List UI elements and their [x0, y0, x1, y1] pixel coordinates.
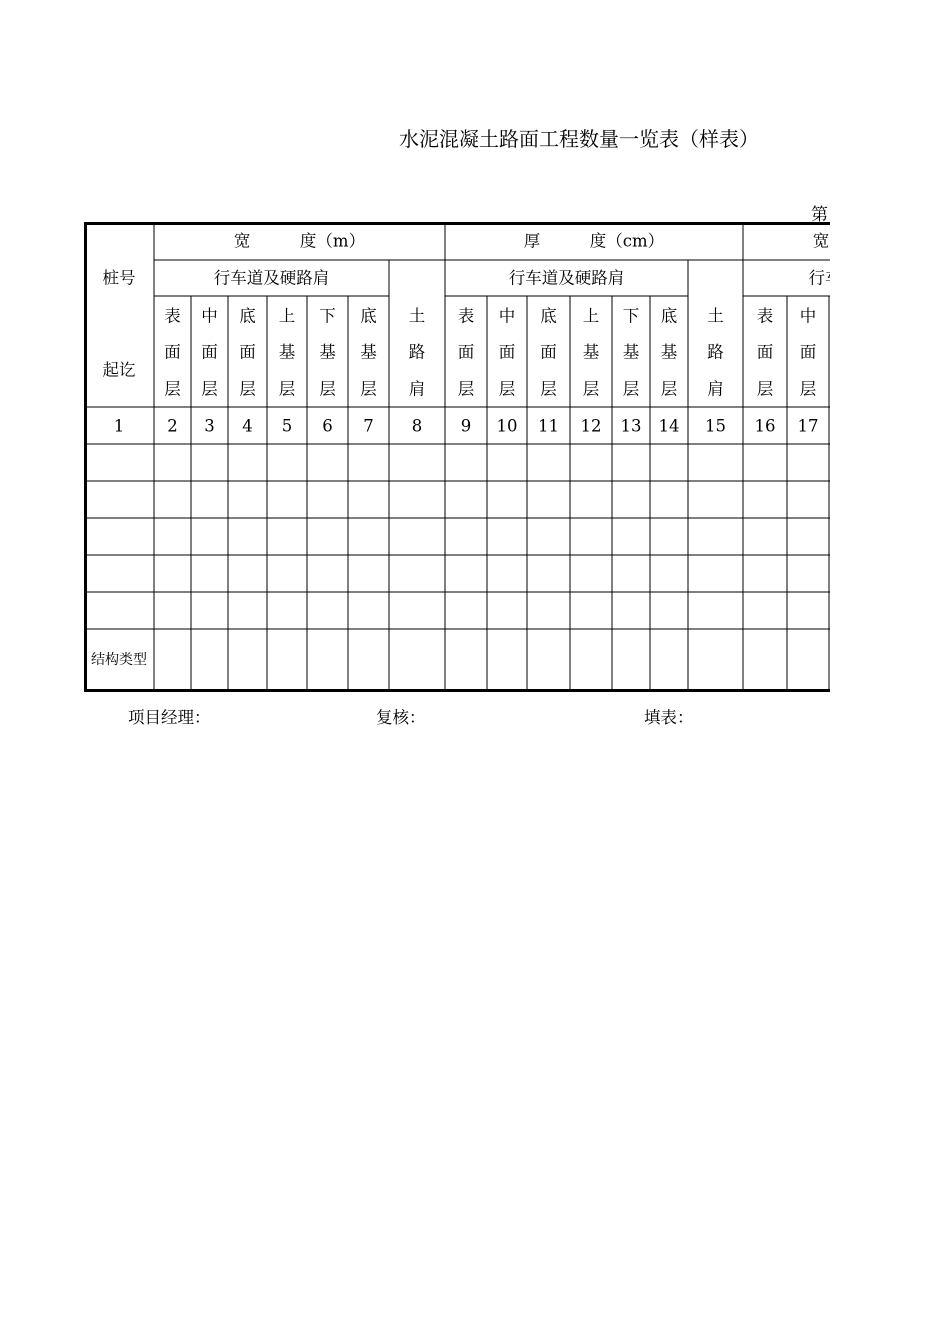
layer-header: 层	[540, 379, 557, 399]
shoulder-header: 土	[707, 306, 724, 326]
width-group-header-2: 宽	[812, 231, 830, 251]
column-number: 8	[411, 416, 423, 436]
layer-header: 面	[239, 342, 256, 362]
column-number: 2	[167, 416, 178, 436]
layer-header: 面	[164, 342, 181, 362]
layer-header: 层	[278, 379, 296, 399]
layer-header: 面	[498, 342, 516, 362]
layer-header: 表	[457, 306, 475, 326]
layer-header: 上	[582, 306, 600, 326]
layer-header: 层	[799, 379, 817, 399]
footer-preparer: 填表：	[644, 708, 694, 727]
column-number: 3	[204, 416, 215, 436]
footer-project-manager: 项目经理：	[128, 708, 211, 727]
layer-header: 基	[278, 342, 296, 362]
page-number-label: 第	[811, 205, 828, 225]
layer-header: 底	[239, 306, 256, 326]
column-number: 4	[242, 416, 253, 436]
range-label: 起讫	[102, 360, 136, 380]
layer-header: 中	[498, 306, 516, 326]
footer-reviewer: 复核：	[376, 708, 426, 727]
layer-header: 底	[540, 306, 557, 326]
column-number: 11	[538, 416, 559, 436]
layer-header: 表	[164, 306, 181, 326]
table-grid	[84, 222, 842, 692]
layer-header: 层	[164, 379, 181, 399]
column-number: 15	[705, 416, 726, 436]
stake-label: 桩号	[102, 268, 136, 288]
width-group-header: 宽 度（m）	[233, 231, 366, 251]
column-number: 16	[754, 416, 776, 436]
layer-header: 中	[799, 306, 817, 326]
column-number: 10	[496, 416, 518, 436]
roadway-subheader: 行车道及硬路肩	[508, 268, 625, 288]
column-number: 6	[322, 416, 333, 436]
layer-header: 面	[540, 342, 557, 362]
shoulder-header: 肩	[408, 379, 426, 399]
layer-header: 表	[756, 306, 774, 326]
layer-header: 下	[622, 306, 640, 326]
roadway-subheader-cut: 行车	[808, 268, 842, 288]
layer-header: 层	[319, 379, 336, 399]
layer-header: 层	[360, 379, 377, 399]
layer-header: 层	[622, 379, 640, 399]
roadway-subheader: 行车道及硬路肩	[213, 268, 330, 288]
layer-header: 面	[756, 342, 774, 362]
shoulder-header: 肩	[707, 379, 724, 399]
layer-header: 层	[498, 379, 516, 399]
column-number: 7	[363, 416, 374, 436]
layer-header: 基	[660, 342, 678, 362]
column-number: 14	[658, 416, 680, 436]
layer-header: 层	[582, 379, 600, 399]
thickness-group-header: 厚 度（cm）	[523, 231, 665, 251]
layer-header: 上	[278, 306, 296, 326]
layer-header: 层	[660, 379, 678, 399]
column-number: 12	[580, 416, 602, 436]
column-number: 1	[113, 416, 125, 436]
shoulder-header: 路	[408, 342, 426, 362]
column-number: 9	[460, 416, 472, 436]
layer-header: 基	[360, 342, 377, 362]
layer-header: 中	[201, 306, 218, 326]
quantity-table	[84, 222, 842, 692]
layer-header: 层	[239, 379, 256, 399]
layer-header: 底	[660, 306, 678, 326]
column-number: 13	[620, 416, 642, 436]
layer-header: 基	[622, 342, 640, 362]
layer-header: 面	[799, 342, 817, 362]
layer-header: 基	[319, 342, 336, 362]
layer-header: 基	[582, 342, 600, 362]
document-title: 水泥混凝土路面工程数量一览表（样表）	[399, 127, 759, 151]
column-number: 5	[281, 416, 293, 436]
layer-header: 底	[360, 306, 377, 326]
layer-header: 面	[201, 342, 218, 362]
layer-header: 层	[756, 379, 774, 399]
shoulder-header: 路	[707, 342, 724, 362]
shoulder-header: 土	[408, 306, 426, 326]
structure-type-label: 结构类型	[91, 652, 147, 668]
layer-header: 层	[201, 379, 218, 399]
layer-header: 层	[457, 379, 475, 399]
layer-header: 下	[319, 306, 336, 326]
layer-header: 面	[457, 342, 475, 362]
column-number: 17	[797, 416, 819, 436]
